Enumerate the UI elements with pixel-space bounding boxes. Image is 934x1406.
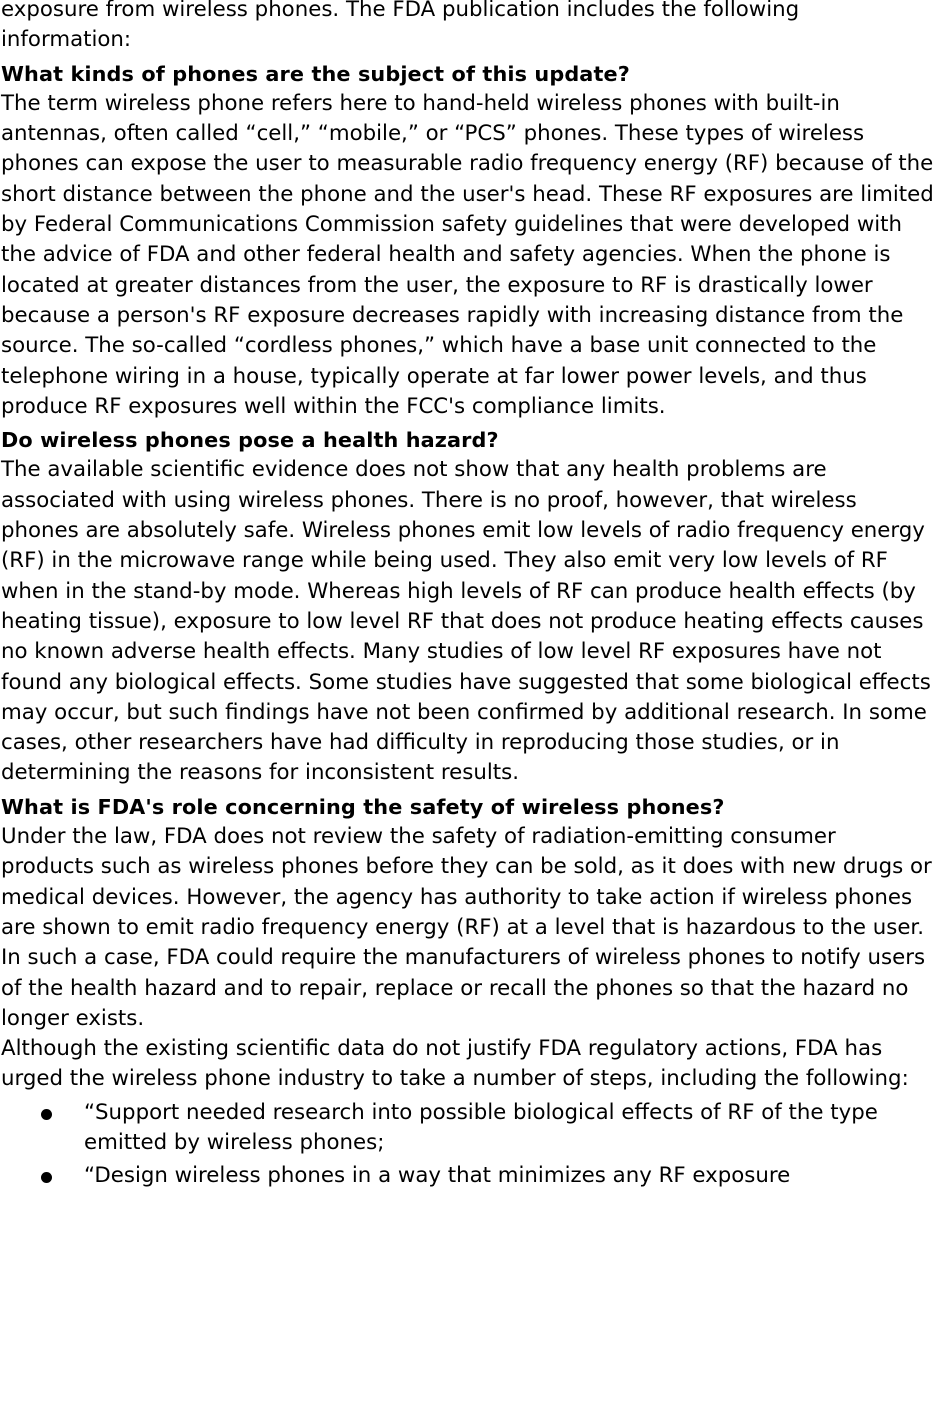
section-paragraph-health-hazard: The available scientific evidence does not show that any health problems are associated with using wireless phones. There is no proof, however, that wireless phones are absolutely safe. Wireless phones emit low levels of radio frequency energy (RF) in the microwave range while being used. They also emit very low levels of RF when in the stand-by mode. Whereas high levels of RF can produce health effects (by heating tissue), exposure to low level RF that does not produce heating effects causes no known adverse health effects. Many studies of low level RF exposures have not found any biological effects. Some studies have suggested that some biological effects may occur, but such findings have not been confirmed by additional research. In some cases, other researchers have had difficulty in reproducing those studies, or in determining the reasons for inconsistent results. bbox=[1, 457, 931, 786]
steps-bullet-list bbox=[1, 1098, 934, 1192]
section-heading-health-hazard: Do wireless phones pose a health hazard? bbox=[1, 428, 499, 453]
section-paragraph-fda-role: Under the law, FDA does not review the safety of radiation-emitting consumer products such as wireless phones before they can be sold, as it does with new drugs or medical devices. However, the agency has authority to take action if wireless phones are shown to emit radio frequency energy (RF) at a level that is hazardous to the user. In such a case, FDA could require the manufacturers of wireless phones to notify users of the health hazard and to repair, replace or recall the phones so that the hazard no longer exists. bbox=[1, 824, 932, 1031]
list-item bbox=[1, 1161, 934, 1191]
bullet-icon bbox=[41, 1172, 52, 1183]
list-item-text: “Support needed research into possible biological effects of RF of the type emitted by wireless phones; bbox=[84, 1099, 878, 1155]
section-heading-phone-types: What kinds of phones are the subject of this update? bbox=[1, 61, 630, 86]
list-item bbox=[1, 1098, 934, 1159]
intro-continued-paragraph: exposure from wireless phones. The FDA publication includes the following information: bbox=[1, 0, 800, 53]
section-paragraph-fda-steps: Although the existing scientific data do not justify FDA regulatory actions, FDA has urged the wireless phone industry to take a number of steps, including the following: bbox=[1, 1036, 909, 1092]
document-page bbox=[1, 0, 934, 1195]
list-item-text: “Design wireless phones in a way that minimizes any RF exposure bbox=[84, 1163, 791, 1189]
section-paragraph-phone-types: The term wireless phone refers here to hand-held wireless phones with built-in antennas, often called “cell,” “mobile,” or “PCS” phones. These types of wireless phones can expose the user to measurable radio frequency energy (RF) because of the short distance between the phone and the user's head. These RF exposures are limited by Federal Communications Commission safety guidelines that were developed with the advice of FDA and other federal health and safety agencies. When the phone is located at greater distances from the user, the exposure to RF is drastically lower because a person's RF exposure decreases rapidly with increasing distance from the source. The so-called “cordless phones,” which have a base unit connected to the telephone wiring in a house, typically operate at far lower power levels, and thus produce RF exposures well within the FCC's compliance limits. bbox=[1, 90, 934, 419]
bullet-icon bbox=[41, 1109, 52, 1120]
section-heading-fda-role: What is FDA's role concerning the safety of wireless phones? bbox=[1, 794, 725, 819]
